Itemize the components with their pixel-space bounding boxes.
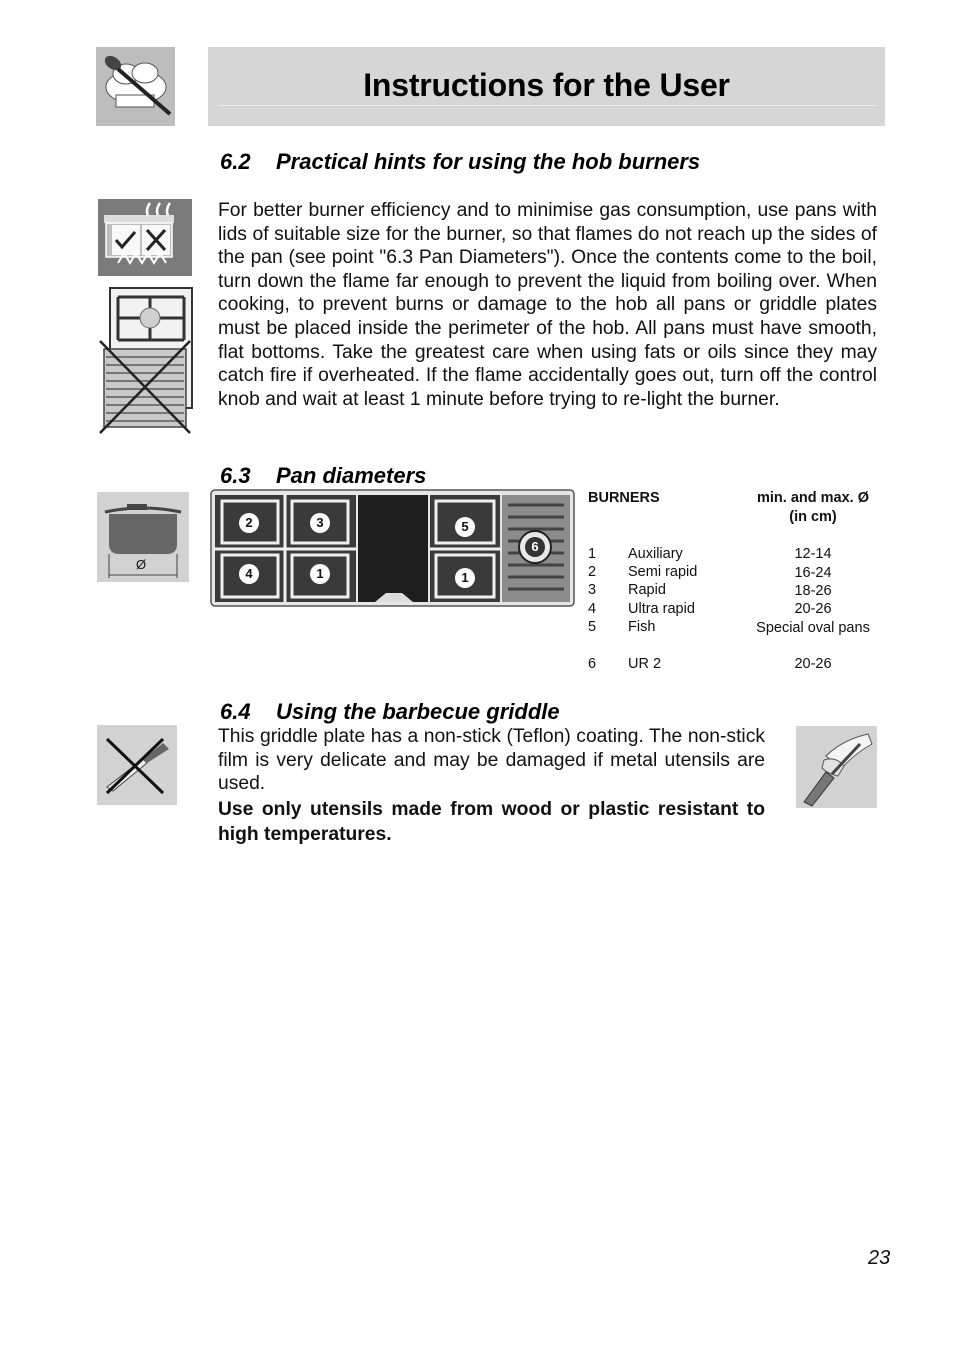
section-6-3-heading [220, 463, 426, 489]
table-row [588, 564, 888, 582]
hob-label: 1 [310, 564, 330, 584]
no-metal-knife-icon [97, 725, 177, 805]
hob-layout-diagram [210, 489, 575, 607]
burner-range: Special oval pans [756, 620, 870, 636]
col-range-unit: (in cm) [789, 509, 837, 525]
hob-label: 3 [310, 513, 330, 533]
section-6-4-body: This griddle plate has a non-stick (Teflon) coating. The non-stick film is very delicate and may be damaged if metal utensils are used. [218, 726, 765, 795]
burner-number: 2 [588, 564, 597, 580]
burner-name: Semi rapid [628, 564, 698, 580]
griddle-outside-hob-icon [98, 285, 194, 435]
wooden-spatula-hand-icon [796, 726, 877, 808]
table-row [588, 619, 888, 637]
burner-number: 1 [588, 546, 597, 562]
burner-name: Rapid [628, 582, 666, 598]
burner-range: 12-14 [794, 546, 832, 562]
section-6-3-number: 6.3 [220, 463, 251, 488]
section-6-4-text [218, 725, 765, 847]
hob-label: 4 [239, 564, 259, 584]
burner-range: 16-24 [794, 565, 832, 581]
section-6-4-warning: Use only utensils made from wood or plastic resistant to high temperatures. [218, 798, 765, 845]
hob-label: 1 [455, 568, 475, 588]
section-6-2-title: Practical hints for using the hob burners [276, 149, 701, 174]
burner-number: 4 [588, 601, 597, 617]
burner-range: 20-26 [794, 656, 832, 672]
burner-number: 3 [588, 582, 597, 598]
burner-name: Ultra rapid [628, 601, 695, 617]
table-row [588, 656, 888, 674]
burner-name: Auxiliary [628, 546, 683, 562]
hob-label: 5 [455, 517, 475, 537]
burner-number: 6 [588, 656, 597, 672]
diameter-symbol: Ø [136, 557, 147, 572]
header-band [208, 47, 885, 126]
page-number: 23 [868, 1247, 891, 1269]
hob-label: 2 [239, 513, 259, 533]
section-6-4-number: 6.4 [220, 699, 251, 724]
burner-name: UR 2 [628, 656, 662, 672]
col-burners-header: BURNERS [588, 490, 660, 506]
table-row [588, 546, 888, 564]
section-6-2-heading [220, 149, 700, 175]
col-range-header: min. and max. Ø [757, 490, 869, 506]
table-row [588, 582, 888, 600]
pan-with-lid-icon [98, 199, 192, 276]
burner-range: 18-26 [794, 583, 832, 599]
hob-label: 6 [525, 537, 545, 557]
page-title: Instructions for the User [363, 67, 730, 103]
table-row [588, 601, 888, 619]
burner-name: Fish [628, 619, 656, 635]
section-6-2-body: For better burner efficiency and to minimise gas consumption, use pans with lids of suitable size for the burner, so that flames do not reach up the sides of the pan (see point "6.3 Pan Diameters"). Once the contents come to the boil, turn down the flame far enough to prevent the liquid from boiling over. When cooking, to prevent burns or damage to the hob all pans or griddle plates must be placed inside the perimeter of the hob. All pans must have smooth, flat bottoms. Take the greatest care when using fats or oils since they may catch fire if overheated. If the flame accidentally goes out, turn off the control knob and wait at least 1 minute before trying to re-light the burner. [218, 200, 877, 410]
section-6-2-number: 6.2 [220, 149, 251, 174]
burners-table [588, 490, 888, 680]
chef-hat-spoon-icon [96, 47, 175, 126]
pan-diameter-icon [97, 492, 189, 582]
burner-number: 5 [588, 619, 597, 635]
burner-range: 20-26 [794, 601, 832, 617]
section-6-3-title: Pan diameters [276, 463, 427, 488]
section-6-4-heading [220, 699, 560, 725]
section-6-4-title: Using the barbecue griddle [276, 699, 560, 724]
